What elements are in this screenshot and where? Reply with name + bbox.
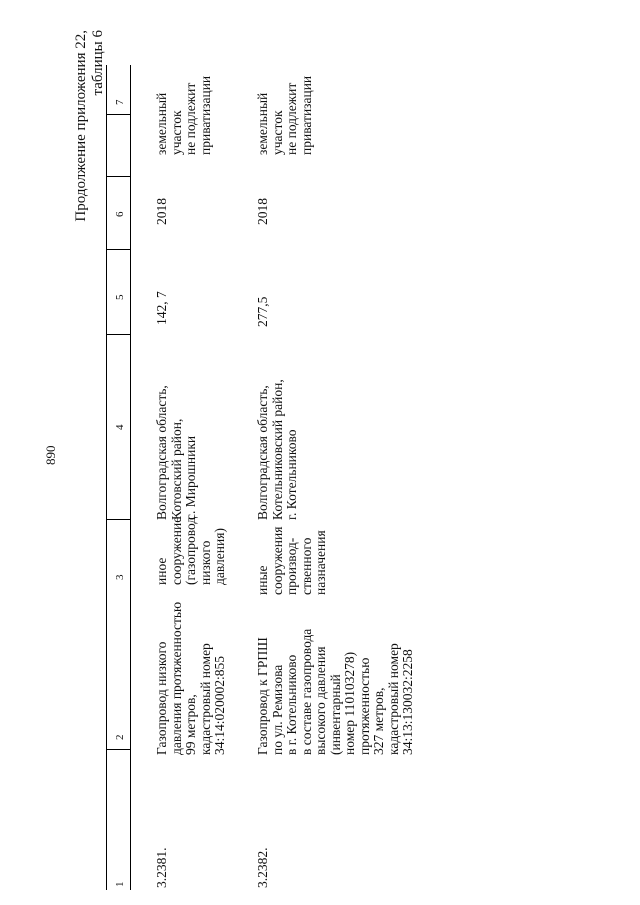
object-year: 2018 xyxy=(154,198,169,225)
column-header: 1 xyxy=(114,881,126,887)
column-header: 6 xyxy=(114,211,126,217)
object-name: Газопровод низкого давления протяженностью 99 метров, кадастровый номер 34:14:020002:855 xyxy=(154,601,227,755)
object-type: иное сооружение (газопровод низкого давления) xyxy=(154,516,227,585)
col-divider-4 xyxy=(106,249,130,250)
col-divider-1 xyxy=(106,749,130,750)
object-year: 2018 xyxy=(255,198,270,225)
object-type: иные сооружения производ- ственного назначения xyxy=(255,526,328,595)
object-address: Волгоградская область, Котовский район, с. Мирошники xyxy=(154,385,198,520)
object-address: Волгоградская область, Котельниковский район, г. Котельниково xyxy=(255,379,299,520)
object-area: 142, 7 xyxy=(154,291,169,325)
column-header: 3 xyxy=(114,574,126,580)
object-area: 277,5 xyxy=(255,296,270,327)
page-number: 890 xyxy=(43,445,58,465)
object-note: земельный участок не подлежит приватизации xyxy=(255,75,314,155)
column-header: 2 xyxy=(114,734,126,740)
object-note: земельный участок не подлежит приватизации xyxy=(154,75,213,155)
col-divider-6 xyxy=(106,114,130,115)
header-bottom-border xyxy=(130,65,131,890)
col-divider-2 xyxy=(106,519,130,520)
col-divider-3 xyxy=(106,334,130,335)
row-number: 3.2381. xyxy=(154,847,169,888)
column-header: 7 xyxy=(114,99,126,105)
table-top-border xyxy=(106,65,107,890)
table-caption: Продолжение приложения 22, таблицы 6 xyxy=(73,30,106,222)
column-header: 5 xyxy=(114,294,126,300)
object-name: Газопровод к ГРПШ по ул. Ремизова в г. Котельниково в составе газопровода высокого давления (инвентарный номер 110103278) протяженностью 327 метров, кадастровый номер 34:13:130032:2258 xyxy=(255,628,415,755)
column-header: 4 xyxy=(114,424,126,430)
col-divider-5 xyxy=(106,176,130,177)
row-number: 3.2382. xyxy=(255,847,270,888)
